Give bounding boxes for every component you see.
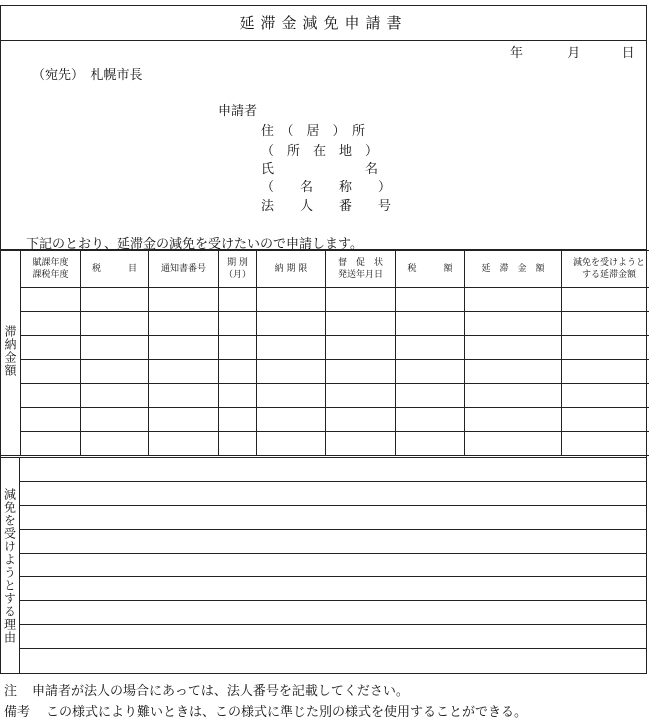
- table-cell[interactable]: [149, 432, 219, 456]
- table-cell[interactable]: [326, 360, 396, 384]
- table-cell[interactable]: [81, 288, 149, 312]
- reason-line[interactable]: [20, 625, 646, 649]
- reason-lines[interactable]: [20, 458, 646, 673]
- corp-number-label: 法 人 番 号: [261, 195, 391, 214]
- table-cell[interactable]: [562, 360, 649, 384]
- table-cell[interactable]: [149, 408, 219, 432]
- date-year-label: 年: [510, 42, 523, 61]
- intro-text: 下記のとおり、延滞金の減免を受けたいので申請します。: [26, 233, 363, 252]
- arrears-table: [0, 250, 649, 456]
- date-day-label: 日: [622, 42, 635, 61]
- arrears-side-cell: [1, 251, 21, 456]
- table-cell[interactable]: [257, 432, 326, 456]
- reason-line[interactable]: [20, 649, 646, 673]
- note-2: [4, 701, 527, 720]
- table-cell[interactable]: [465, 360, 562, 384]
- table-cell[interactable]: [257, 336, 326, 360]
- table-cell[interactable]: [326, 288, 396, 312]
- table-cell[interactable]: [21, 360, 81, 384]
- date-month-label: 月: [567, 42, 580, 61]
- header-reminder-date: 督 促 状 発送年月日: [326, 251, 396, 288]
- reason-line[interactable]: [20, 577, 646, 601]
- reason-line[interactable]: [20, 506, 646, 530]
- table-cell[interactable]: [465, 312, 562, 336]
- header-fiscal-year: 賦課年度 課税年度: [21, 251, 81, 288]
- table-cell[interactable]: [21, 288, 81, 312]
- table-cell[interactable]: [149, 288, 219, 312]
- table-row: [1, 408, 649, 432]
- table-cell[interactable]: [81, 312, 149, 336]
- reason-side-label: 減免を受けようとする理由: [2, 488, 19, 644]
- table-cell[interactable]: [562, 408, 649, 432]
- table-cell[interactable]: [81, 336, 149, 360]
- addressee: （宛先） 札幌市長: [32, 64, 143, 83]
- reason-line[interactable]: [20, 530, 646, 554]
- table-cell[interactable]: [562, 288, 649, 312]
- table-cell[interactable]: [219, 360, 257, 384]
- reason-section: [1, 457, 646, 673]
- arrears-side-label: 滞納金額: [2, 325, 19, 377]
- table-cell[interactable]: [219, 432, 257, 456]
- table-cell[interactable]: [465, 408, 562, 432]
- table-cell[interactable]: [81, 384, 149, 408]
- table-cell[interactable]: [562, 432, 649, 456]
- table-cell[interactable]: [81, 408, 149, 432]
- note-1-label: 注: [4, 680, 32, 699]
- table-cell[interactable]: [21, 336, 81, 360]
- table-cell[interactable]: [149, 360, 219, 384]
- table-cell[interactable]: [465, 384, 562, 408]
- table-cell[interactable]: [326, 384, 396, 408]
- note-1: [4, 680, 409, 699]
- table-cell[interactable]: [326, 336, 396, 360]
- header-period: 期 別 （月）: [219, 251, 257, 288]
- table-cell[interactable]: [465, 432, 562, 456]
- table-cell[interactable]: [149, 312, 219, 336]
- table-cell[interactable]: [465, 288, 562, 312]
- table-row: [1, 312, 649, 336]
- address-label: 住 （ 居 ） 所: [261, 120, 365, 139]
- table-header-row: [1, 251, 649, 288]
- form-title: 延滞金減免申請書: [1, 6, 646, 41]
- date-line: [510, 42, 635, 61]
- table-cell[interactable]: [257, 384, 326, 408]
- reason-line[interactable]: [20, 482, 646, 506]
- table-cell[interactable]: [562, 336, 649, 360]
- table-cell[interactable]: [219, 288, 257, 312]
- table-row: [1, 384, 649, 408]
- table-cell[interactable]: [219, 408, 257, 432]
- table-row: [1, 336, 649, 360]
- table-cell[interactable]: [257, 360, 326, 384]
- table-cell[interactable]: [257, 288, 326, 312]
- table-cell[interactable]: [396, 288, 465, 312]
- table-cell[interactable]: [562, 384, 649, 408]
- table-cell[interactable]: [21, 432, 81, 456]
- table-cell[interactable]: [396, 384, 465, 408]
- note-2-text: この様式により難いときは、この様式に準じた別の様式を使用することができる。: [46, 705, 527, 720]
- table-row: [1, 432, 649, 456]
- note-2-label: 備考: [4, 701, 46, 720]
- header-due-date: 納 期 限: [257, 251, 326, 288]
- reason-line[interactable]: [20, 458, 646, 482]
- table-cell[interactable]: [149, 336, 219, 360]
- table-cell[interactable]: [219, 336, 257, 360]
- header-late-fee: 延 滞 金 額: [465, 251, 562, 288]
- reason-side-cell: [1, 458, 20, 673]
- header-notice-number: 通知書番号: [149, 251, 219, 288]
- arrears-section: [1, 249, 646, 456]
- table-cell[interactable]: [465, 336, 562, 360]
- name-label: 氏 名: [261, 158, 378, 177]
- table-cell[interactable]: [396, 408, 465, 432]
- table-cell[interactable]: [257, 312, 326, 336]
- table-cell[interactable]: [396, 336, 465, 360]
- table-cell[interactable]: [562, 312, 649, 336]
- table-cell[interactable]: [326, 312, 396, 336]
- table-cell[interactable]: [396, 360, 465, 384]
- header-tax-amount: 税 額: [396, 251, 465, 288]
- address-label-2: （ 所 在 地 ）: [261, 140, 378, 159]
- table-row: [1, 360, 649, 384]
- table-cell[interactable]: [81, 432, 149, 456]
- reason-line[interactable]: [20, 554, 646, 578]
- form-frame: [0, 5, 647, 674]
- table-cell[interactable]: [81, 360, 149, 384]
- table-cell[interactable]: [149, 384, 219, 408]
- name-label-2: （ 名 称 ）: [261, 176, 391, 195]
- table-cell[interactable]: [396, 312, 465, 336]
- table-cell[interactable]: [219, 384, 257, 408]
- table-cell[interactable]: [21, 384, 81, 408]
- note-1-text: 申請者が法人の場合にあっては、法人番号を記載してください。: [32, 684, 409, 699]
- table-cell[interactable]: [396, 432, 465, 456]
- table-cell[interactable]: [21, 312, 81, 336]
- table-cell[interactable]: [326, 408, 396, 432]
- reason-line[interactable]: [20, 601, 646, 625]
- header-reduction-amount: 減免を受けようと する延滞金額: [562, 251, 649, 288]
- table-cell[interactable]: [326, 432, 396, 456]
- table-row: [1, 288, 649, 312]
- table-cell[interactable]: [219, 312, 257, 336]
- table-cell[interactable]: [257, 408, 326, 432]
- table-cell[interactable]: [21, 408, 81, 432]
- header-tax-item: 税 目: [81, 251, 149, 288]
- applicant-label: 申請者: [218, 100, 257, 119]
